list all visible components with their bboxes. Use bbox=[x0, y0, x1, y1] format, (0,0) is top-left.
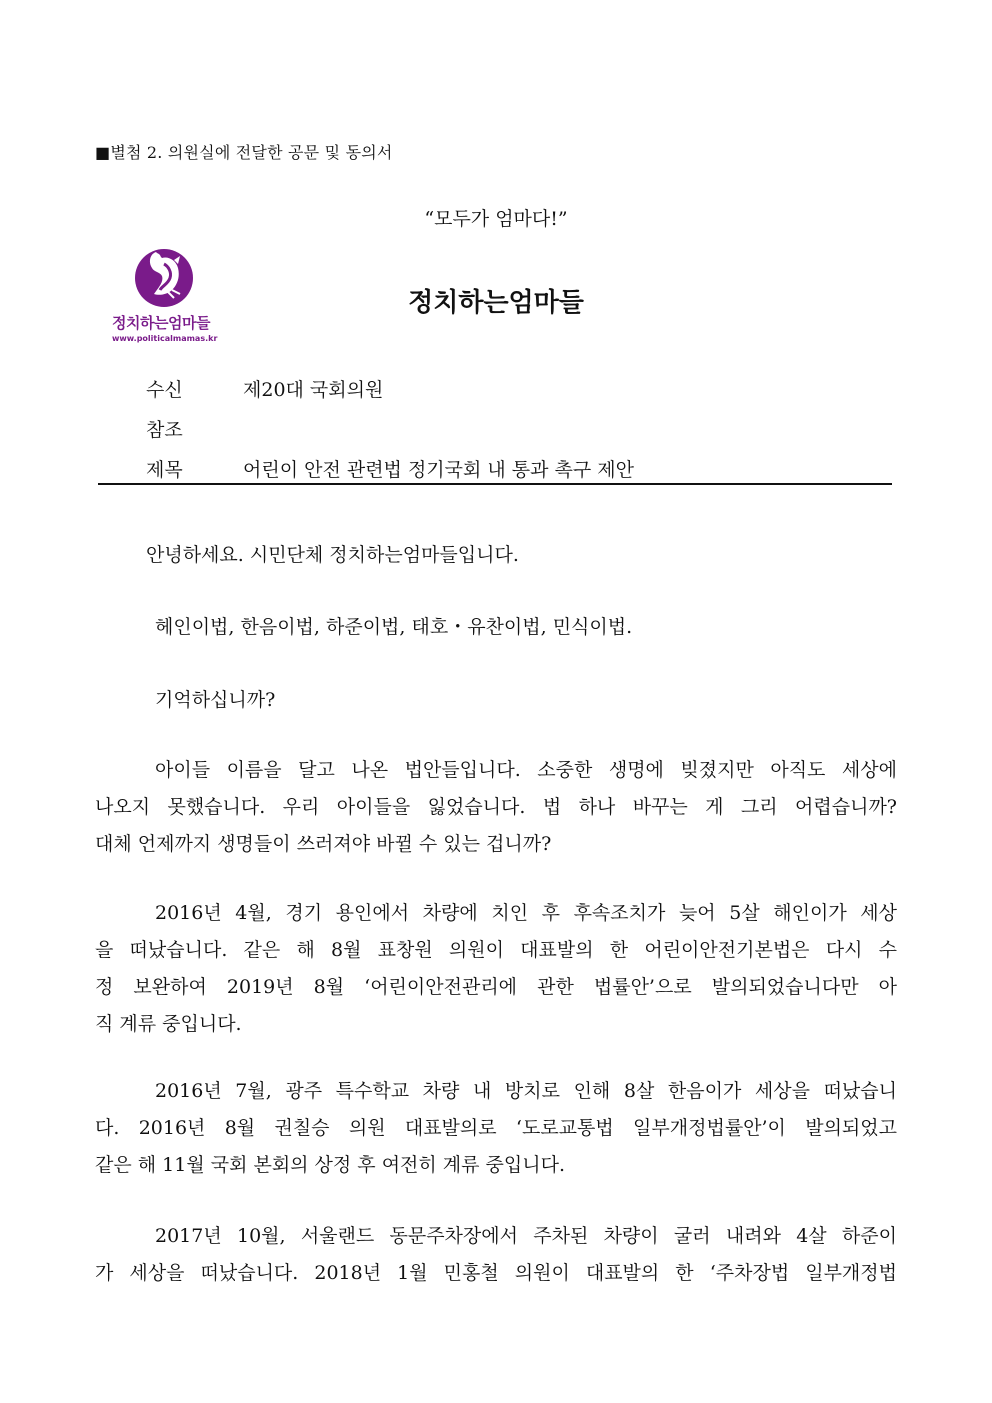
paragraph-line: 2017년 10월, 서울랜드 동문주차장에서 주차된 차량이 굴러 내려와 4살 하준이 bbox=[155, 1225, 897, 1247]
recipient-label: 수신 bbox=[146, 379, 183, 401]
reference-row bbox=[146, 415, 243, 442]
paragraph-line: 직 계류 중입니다. bbox=[95, 1013, 242, 1035]
paragraph-line: 아이들 이름을 달고 나온 법안들입니다. 소중한 생명에 빚졌지만 아직도 세상에 bbox=[155, 759, 897, 781]
header-divider bbox=[98, 483, 892, 485]
paragraph-2 bbox=[95, 895, 897, 1043]
recipient-row bbox=[146, 375, 383, 402]
paragraph-line: 다. 2016년 8월 권칠승 의원 대표발의로 ‘도로교통법 일부개정법률안’이 발의되었고 bbox=[95, 1117, 897, 1139]
subject-label: 제목 bbox=[146, 459, 183, 481]
recipient-value: 제20대 국회의원 bbox=[243, 379, 384, 401]
paragraph-line: 같은 해 11월 국회 본회의 상정 후 여전히 계류 중입니다. bbox=[95, 1154, 566, 1176]
paragraph-line: 정 보완하여 2019년 8월 ‘어린이안전관리에 관한 법률안’으로 발의되었습니다만 아 bbox=[95, 976, 897, 998]
greeting: 안녕하세요. 시민단체 정치하는엄마들입니다. bbox=[146, 544, 519, 566]
law-names: 헤인이법, 한음이법, 하준이법, 태호・유찬이법, 민식이법. bbox=[155, 616, 633, 638]
attachment-note: ■별첨 2. 의원실에 전달한 공문 및 동의서 bbox=[95, 143, 393, 162]
paragraph-line: 가 세상을 떠났습니다. 2018년 1월 민홍철 의원이 대표발의 한 ‘주차장법 일부개정법 bbox=[95, 1262, 897, 1284]
paragraph-line: 대체 언제까지 생명들이 쓰러져야 바뀔 수 있는 겁니까? bbox=[95, 833, 552, 855]
question: 기억하십니까? bbox=[155, 689, 276, 711]
paragraph-4 bbox=[95, 1218, 897, 1292]
paragraph-1 bbox=[95, 752, 897, 863]
reference-label: 참조 bbox=[146, 419, 183, 441]
paragraph-line: 2016년 4월, 경기 용인에서 차량에 치인 후 후속조치가 늦어 5살 해인이가 세상 bbox=[155, 902, 897, 924]
paragraph-line: 2016년 7월, 광주 특수학교 차량 내 방치로 인해 8살 한음이가 세상을 떠났습니 bbox=[155, 1080, 897, 1102]
logo-url: www.politicalmamas.kr bbox=[112, 334, 218, 343]
subject-row bbox=[146, 455, 634, 482]
paragraph-3 bbox=[95, 1073, 897, 1184]
org-name-title: 정치하는엄마들 bbox=[408, 288, 584, 318]
paragraph-line: 나오지 못했습니다. 우리 아이들을 잃었습니다. 법 하나 바꾸는 게 그리 어렵습니까? bbox=[95, 796, 897, 818]
paragraph-line: 을 떠났습니다. 같은 해 8월 표창원 의원이 대표발의 한 어린이안전기본법은 다시 수 bbox=[95, 939, 897, 961]
slogan: “모두가 엄마다!” bbox=[424, 208, 568, 230]
subject-value: 어린이 안전 관련법 정기국회 내 통과 촉구 제안 bbox=[243, 459, 635, 481]
logo-text: 정치하는엄마들 bbox=[112, 314, 210, 332]
